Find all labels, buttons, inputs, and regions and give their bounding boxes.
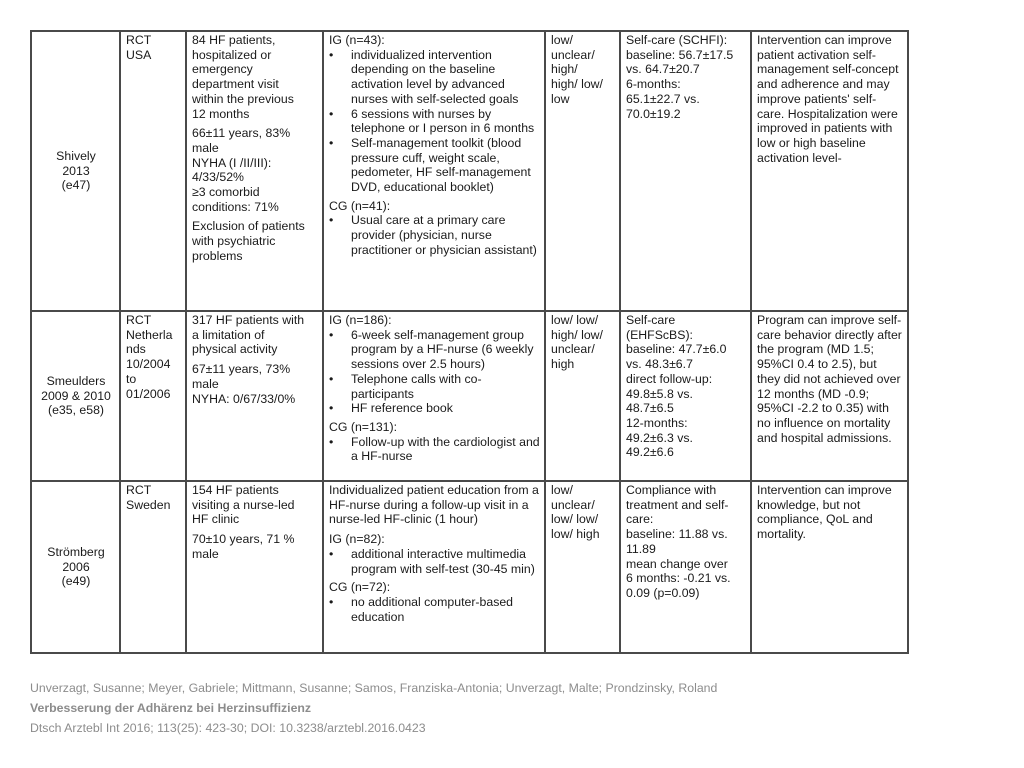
- ig-label: IG (n=43):: [329, 33, 385, 47]
- design-cell: [120, 311, 186, 481]
- ig-label: IG (n=186):: [329, 313, 392, 327]
- list-item: • no additional computer-based education: [329, 595, 540, 624]
- ig-label: IG (n=82):: [329, 532, 385, 547]
- citation-footer: [30, 678, 990, 738]
- study-name: Strömberg 2006 (e49): [47, 544, 105, 589]
- list-item: • 6-week self-management group program by a HF-nurse (6 weekly sessions over 2.5 hours): [329, 328, 540, 372]
- conclusion-cell: [751, 311, 908, 481]
- conclusion-text: Intervention can improve knowledge, but not compliance, QoL and mortality.: [757, 483, 892, 542]
- population-text: 317 HF patients with a limitation of physical activity: [192, 313, 305, 357]
- intervention-intro: Individualized patient education from a HF-nurse during a follow-up visit in a nurse-led HF-clinic (1 hour): [329, 483, 539, 527]
- conclusion-cell: [751, 481, 908, 653]
- design-text: RCT Netherla nds 10/2004 to 01/2006: [126, 313, 173, 401]
- list-item: • additional interactive multimedia program with self-test (30-45 min): [329, 547, 540, 576]
- cg-label: CG (n=41):: [329, 198, 391, 213]
- population-cell: [186, 481, 323, 653]
- citation-authors: Unverzagt, Susanne; Meyer, Gabriele; Mittmann, Susanne; Samos, Franziska-Antonia; Unverzagt, Malte; Prondzinsky, Roland: [30, 681, 718, 695]
- study-table: [30, 30, 909, 654]
- outcome-text: Self-care (SCHFI): baseline: 56.7±17.5 vs. 64.7±20.7 6-months: 65.1±22.7 vs. 70.0±19.2: [626, 33, 734, 121]
- design-text: RCT USA: [126, 33, 152, 62]
- list-item: • individualized intervention depending on the baseline activation level by advanced nurses with self-selected goals: [329, 48, 540, 107]
- population-text: 154 HF patients visiting a nurse-led HF clinic: [192, 483, 295, 527]
- conclusion-text: Program can improve self-care behavior directly after the program (MD 1.5; 95%CI 0.4 to 2.5), but they did not achieved over 12 months (MD -0.9; 95%CI -2.2 to 0.35) with no influence on mortality and hospital admissions.: [757, 313, 902, 445]
- citation-journal: Dtsch Arztebl Int 2016; 113(25): 423-30; DOI: 10.3238/arztebl.2016.0423: [30, 721, 426, 735]
- outcome-text: Self-care (EHFScBS): baseline: 47.7±6.0 vs. 48.3±6.7 direct follow-up: 49.8±5.8 vs. 48.7±6.5 12-months: 49.2±6.3 vs. 49.2±6.6: [626, 313, 727, 460]
- study-cell: [31, 481, 120, 653]
- outcome-cell: [620, 31, 751, 311]
- intervention-cell: [323, 31, 545, 311]
- population-cell: [186, 311, 323, 481]
- outcome-cell: [620, 481, 751, 653]
- list-item: • Usual care at a primary care provider (physician, nurse practitioner or physician assistant): [329, 213, 540, 257]
- design-text: RCT Sweden: [126, 483, 171, 512]
- cg-list: [329, 595, 540, 624]
- ig-list: [329, 547, 540, 576]
- population-text: 66±11 years, 83% male NYHA (I /II/III): 4/33/52% ≥3 comorbid conditions: 71%: [192, 126, 291, 214]
- study-cell: [31, 311, 120, 481]
- list-item: • 6 sessions with nurses by telephone or I person in 6 months: [329, 107, 540, 136]
- conclusion-cell: [751, 31, 908, 311]
- population-text: 70±10 years, 71 % male: [192, 532, 295, 561]
- list-item: • HF reference book: [329, 401, 540, 416]
- risk-cell: [545, 481, 620, 653]
- risk-cell: [545, 311, 620, 481]
- ig-list: [329, 48, 540, 195]
- cg-label: CG (n=131):: [329, 419, 398, 434]
- table-row: [31, 481, 908, 653]
- list-item: • Follow-up with the cardiologist and a HF-nurse: [329, 435, 540, 464]
- risk-text: low/ unclear/ high/ high/ low/ low: [551, 33, 603, 106]
- list-item: • Telephone calls with co-participants: [329, 372, 540, 401]
- study-name: Smeulders 2009 & 2010 (e35, e58): [41, 373, 111, 418]
- citation-title: Verbesserung der Adhärenz bei Herzinsuffizienz: [30, 701, 312, 715]
- cg-list: [329, 435, 540, 464]
- outcome-text: Compliance with treatment and self- care: baseline: 11.88 vs. 11.89 mean change over 6 months: -0.21 vs. 0.09 (p=0.09): [626, 483, 731, 600]
- design-cell: [120, 481, 186, 653]
- population-text: 67±11 years, 73% male NYHA: 0/67/33/0%: [192, 362, 296, 406]
- population-text: 84 HF patients, hospitalized or emergency department visit within the previous 12 months: [192, 33, 294, 121]
- risk-text: low/ unclear/ low/ low/ low/ high: [551, 483, 600, 542]
- outcome-cell: [620, 311, 751, 481]
- study-cell: [31, 31, 120, 311]
- population-cell: [186, 31, 323, 311]
- list-item: • Self-management toolkit (blood pressure cuff, weight scale, pedometer, HF self-management DVD, educational booklet): [329, 136, 540, 195]
- risk-text: low/ low/ high/ low/ unclear/ high: [551, 313, 603, 372]
- conclusion-text: Intervention can improve patient activation self-management self-concept and adherence and may improve patients' self-care. Hospitalization were improved in patients with low or high baseline activation level-: [757, 33, 899, 165]
- cg-list: [329, 213, 540, 257]
- design-cell: [120, 31, 186, 311]
- intervention-cell: [323, 311, 545, 481]
- intervention-cell: [323, 481, 545, 653]
- cg-label: CG (n=72):: [329, 580, 391, 595]
- table-row: [31, 31, 908, 311]
- ig-list: [329, 328, 540, 416]
- study-name: Shively 2013 (e47): [56, 148, 96, 193]
- risk-cell: [545, 31, 620, 311]
- table-row: [31, 311, 908, 481]
- population-text: Exclusion of patients with psychiatric problems: [192, 219, 305, 263]
